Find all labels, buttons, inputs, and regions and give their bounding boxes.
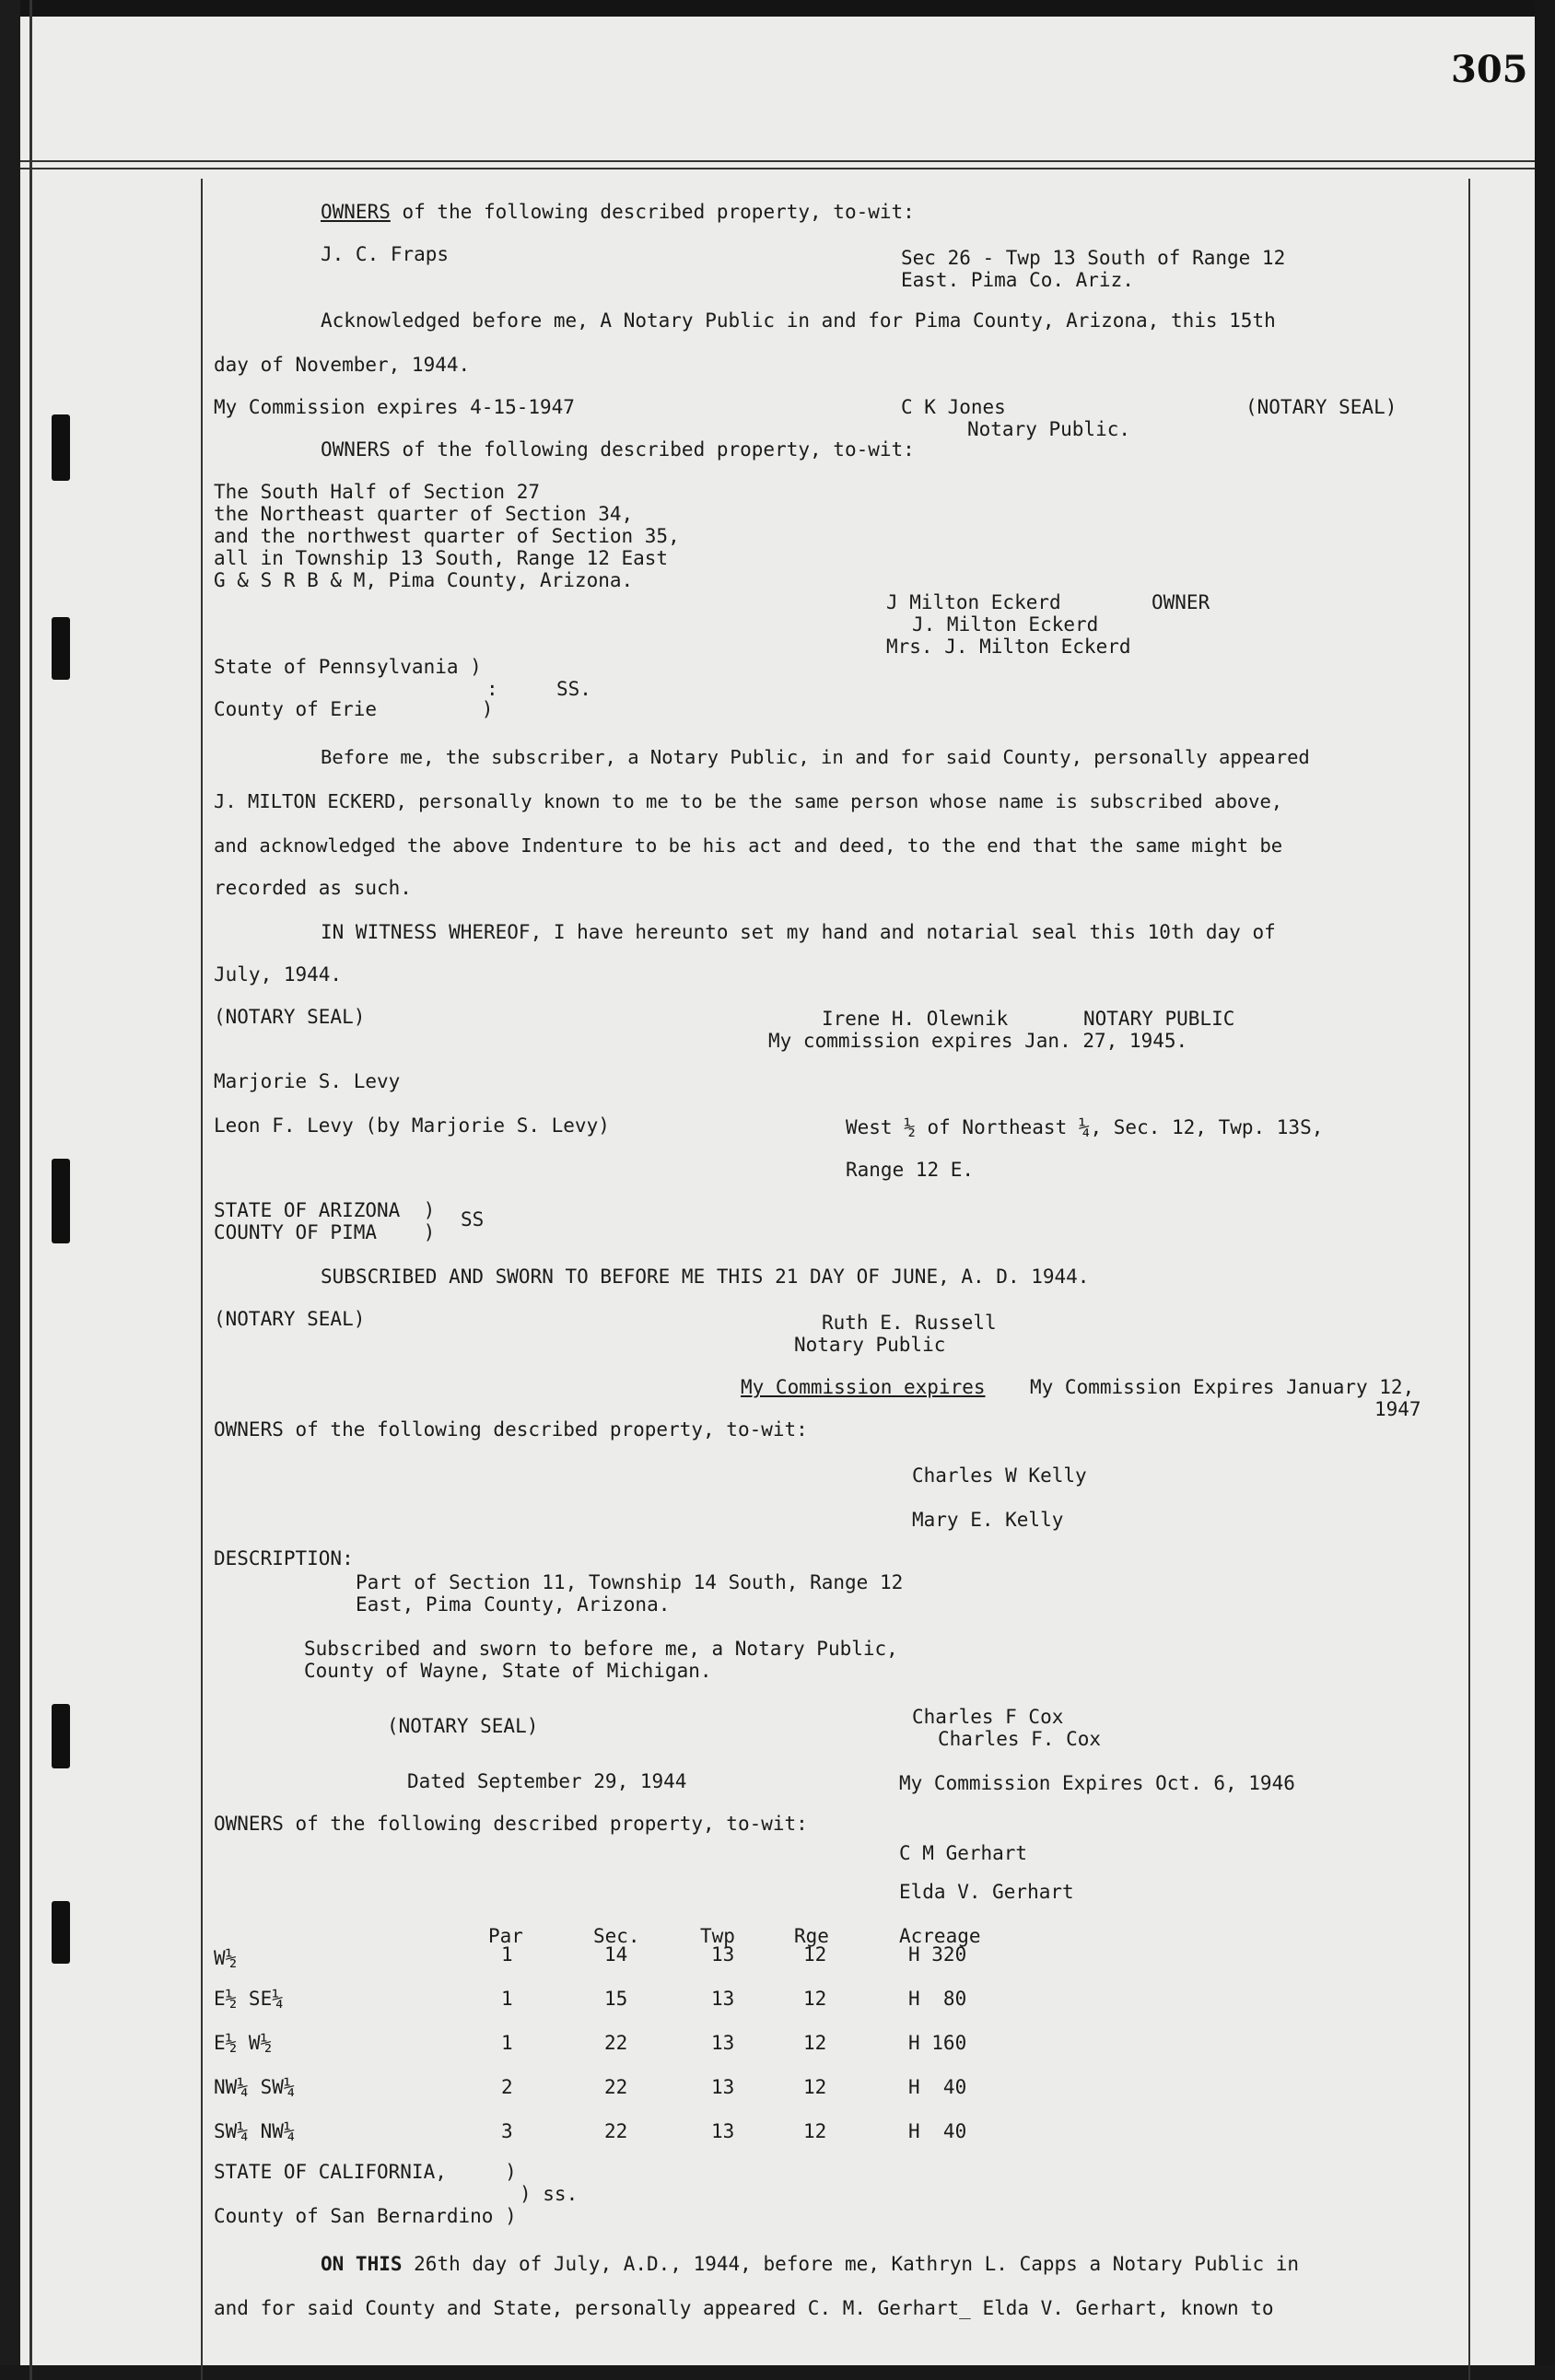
s1-header [321,201,915,223]
s2-owner-sig1: J Milton Eckerd [886,591,1061,613]
right-margin-line [1468,179,1470,2380]
col-header-acreage: Acreage [899,1925,981,1947]
s4-desc-line2: East, Pima County, Arizona. [356,1593,671,1616]
s2-venue-county: County of Erie ) [214,698,494,720]
s1-header-rest: of the following described property, to-wit: [390,201,915,223]
cell-acreage: H 40 [908,2120,967,2142]
s1-owner-name: J. C. Fraps [321,243,450,265]
s5-owner2: Elda V. Gerhart [899,1881,1074,1903]
cell-tract: SW¼ NW¼ [214,2120,296,2142]
cell-par: 3 [501,2120,513,2142]
s4-owner2: Mary E. Kelly [912,1509,1064,1531]
s5-owner1: C M Gerhart [899,1842,1028,1864]
binder-hole-3 [52,1159,70,1243]
binder-hole-5 [52,1901,70,1964]
s1-desc-line2: East. Pima Co. Ariz. [901,269,1134,291]
cell-sec: 22 [604,2032,628,2054]
cell-par: 1 [501,1943,513,1966]
s1-commission: My Commission expires 4-15-1947 [214,396,575,418]
cell-twp: 13 [711,1943,735,1966]
scan-edge-right [1535,0,1555,2380]
cell-twp: 13 [711,2032,735,2054]
cell-par: 1 [501,2032,513,2054]
left-margin-line [201,179,203,2380]
s3-owner2: Leon F. Levy (by Marjorie S. Levy) [214,1114,610,1137]
s1-notary-name: C K Jones [901,396,1006,418]
binder-hole-2 [52,617,70,680]
s4-header: OWNERS of the following described property, to-wit: [214,1418,808,1441]
s2-body-line3: and acknowledged the above Indenture to be his act and deed, to the end that the same might be [214,834,1283,857]
s3-seal: (NOTARY SEAL) [214,1308,366,1330]
s2-desc-line3: and the northwest quarter of Section 35, [214,525,680,547]
s2-venue-colon: : [486,678,498,700]
cell-acreage: H 160 [908,2032,967,2054]
cell-acreage: H 320 [908,1943,967,1966]
cell-par: 1 [501,1988,513,2010]
s5-on-this: ON THIS [321,2253,403,2275]
s3-commission-year: 1947 [1374,1398,1421,1420]
s2-header: OWNERS of the following described property, to-wit: [321,438,915,461]
scan-edge-top [0,0,1555,17]
s3-venue-ss: SS [461,1208,485,1231]
s2-body-line4: recorded as such. [214,877,412,899]
cell-twp: 13 [711,1988,735,2010]
s2-venue-ss: SS. [556,678,591,700]
s3-venue-state: STATE OF ARIZONA ) [214,1199,436,1221]
s4-owner1: Charles W Kelly [912,1464,1087,1487]
col-header-twp: Twp [700,1925,735,1947]
page-number: 305 [1451,48,1528,91]
s1-owners-word: OWNERS [321,201,391,223]
s2-notary-title: NOTARY PUBLIC [1083,1008,1235,1030]
cell-rge: 12 [803,1988,827,2010]
s2-desc-line5: G & S R B & M, Pima County, Arizona. [214,569,634,591]
s4-desc-label: DESCRIPTION: [214,1547,354,1569]
cell-rge: 12 [803,2032,827,2054]
cell-rge: 12 [803,2076,827,2098]
cell-rge: 12 [803,2120,827,2142]
s2-desc-line2: the Northeast quarter of Section 34, [214,503,634,525]
s1-ack-line1: Acknowledged before me, A Notary Public in and for Pima County, Arizona, this 15th [321,309,1276,332]
s4-sworn-line1: Subscribed and sworn to before me, a Notary Public, [304,1638,898,1660]
scan-edge-left [0,0,20,2380]
col-header-rge: Rge [794,1925,829,1947]
s1-seal: (NOTARY SEAL) [1245,396,1397,418]
cell-tract: NW¼ SW¼ [214,2076,296,2098]
col-header-sec: Sec. [593,1925,640,1947]
cell-sec: 22 [604,2120,628,2142]
s3-venue-county: COUNTY OF PIMA ) [214,1221,436,1243]
s1-desc-line1: Sec 26 - Twp 13 South of Range 12 [901,247,1286,269]
s2-seal: (NOTARY SEAL) [214,1006,366,1028]
s3-desc-line2: Range 12 E. [846,1159,975,1181]
s5-body-line2: and for said County and State, personally appeared C. M. Gerhart_ Elda V. Gerhart, known to [214,2297,1274,2319]
cell-twp: 13 [711,2120,735,2142]
cell-rge: 12 [803,1943,827,1966]
s4-notary-sig: Charles F Cox [912,1706,1064,1728]
s4-sworn-line2: County of Wayne, State of Michigan. [304,1660,712,1682]
cell-twp: 13 [711,2076,735,2098]
s5-body-line1 [321,2253,1299,2275]
s1-notary-title: Notary Public. [967,418,1131,440]
cell-acreage: H 40 [908,2076,967,2098]
cell-acreage: H 80 [908,1988,967,2010]
col-header-par: Par [488,1925,523,1947]
s3-desc-line1: West ½ of Northeast ¼, Sec. 12, Twp. 13S, [846,1116,1324,1138]
scan-edge-bottom [0,2365,1555,2380]
s5-venue-ss: ) ss. [520,2183,579,2205]
s2-desc-line1: The South Half of Section 27 [214,481,541,503]
s3-owner1: Marjorie S. Levy [214,1070,401,1092]
s4-commission: My Commission Expires Oct. 6, 1946 [899,1772,1295,1794]
s1-ack-line2: day of November, 1944. [214,354,471,376]
s3-commission-struck: My Commission expires [741,1376,986,1398]
s2-owner-sig2: J. Milton Eckerd [912,613,1099,636]
s4-seal: (NOTARY SEAL) [387,1715,539,1737]
page-edge-line [29,0,32,2380]
s2-body-line1: Before me, the subscriber, a Notary Public, in and for said County, personally appeared [321,746,1310,768]
s2-commission: My commission expires Jan. 27, 1945. [768,1030,1188,1052]
cell-tract: E½ W½ [214,2032,273,2054]
s3-commission: My Commission Expires January 12, [1030,1376,1415,1398]
s2-body-line2: J. MILTON ECKERD, personally known to me to be the same person whose name is subscribed above, [214,790,1283,812]
s4-dated: Dated September 29, 1944 [407,1770,687,1792]
s3-notary-title: Notary Public [794,1334,946,1356]
s2-witness-line2: July, 1944. [214,963,343,986]
s3-notary-name: Ruth E. Russell [822,1312,997,1334]
cell-par: 2 [501,2076,513,2098]
s2-venue-state: State of Pennsylvania ) [214,656,482,678]
cell-sec: 15 [604,1988,628,2010]
s5-body-line1-rest: 26th day of July, A.D., 1944, before me, Kathryn L. Capps a Notary Public in [402,2253,1300,2275]
cell-tract: E½ SE¼ [214,1988,284,2010]
s5-venue-county: County of San Bernardino ) [214,2205,517,2227]
s4-notary-name: Charles F. Cox [938,1728,1102,1750]
s2-notary-name: Irene H. Olewnik [822,1008,1009,1030]
s2-witness-line1: IN WITNESS WHEREOF, I have hereunto set my hand and notarial seal this 10th day of [321,921,1276,943]
s2-owner-sig3: Mrs. J. Milton Eckerd [886,636,1131,658]
cell-tract: W½ [214,1947,238,1969]
s5-header: OWNERS of the following described property, to-wit: [214,1813,808,1835]
header-rule-bottom [20,168,1535,169]
s2-owner-label: OWNER [1152,591,1210,613]
binder-hole-4 [52,1704,70,1768]
s2-desc-line4: all in Township 13 South, Range 12 East [214,547,669,569]
binder-hole-1 [52,414,70,481]
s3-sworn: SUBSCRIBED AND SWORN TO BEFORE ME THIS 21 DAY OF JUNE, A. D. 1944. [321,1266,1090,1288]
cell-sec: 22 [604,2076,628,2098]
s4-desc-line1: Part of Section 11, Township 14 South, Range 12 [356,1571,904,1593]
s5-venue-state: STATE OF CALIFORNIA, ) [214,2161,517,2183]
header-rule-top [20,160,1535,162]
cell-sec: 14 [604,1943,628,1966]
